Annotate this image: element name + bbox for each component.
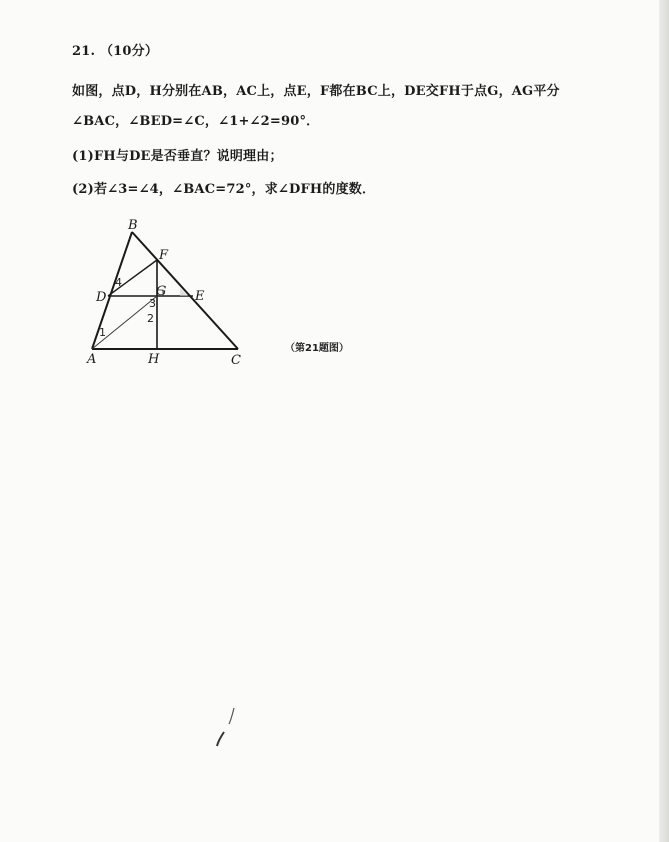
geometry-figure	[80, 215, 260, 375]
label-point-h: H	[148, 352, 160, 367]
segment-bc	[132, 232, 238, 349]
label-point-c: C	[231, 353, 241, 368]
question-stem-line-1: 如图，点D，H分别在AB，AC上，点E，F都在BC上，DE交FH于点G，AG平分	[72, 84, 560, 99]
page-edge-shadow	[659, 0, 669, 842]
label-point-e: E	[195, 289, 205, 304]
question-stem-line-2: ∠BAC，∠BED=∠C，∠1+∠2=90°．	[72, 114, 320, 129]
label-angle-3: 3	[149, 297, 156, 310]
question-part-2	[72, 178, 375, 197]
label-angle-1: 1	[99, 326, 106, 339]
label-point-d: D	[96, 290, 107, 305]
label-point-a: A	[87, 352, 97, 367]
label-angle-2: 2	[147, 312, 154, 325]
label-angle-4: 4	[115, 276, 122, 289]
figure-caption: （第21题图）	[285, 343, 349, 354]
triangle-diagram	[80, 215, 260, 375]
part-1-label: (1)	[72, 149, 94, 164]
label-point-f: F	[159, 248, 169, 263]
part-2-text: 若∠3=∠4，∠BAC=72°，求∠DFH的度数．	[93, 182, 376, 197]
part-2-label: (2)	[72, 182, 94, 197]
question-part-1	[72, 145, 283, 164]
label-point-g: G	[156, 284, 167, 299]
question-number: 21. （10分）	[72, 44, 159, 59]
label-point-b: B	[128, 218, 138, 233]
part-1-text: FH与DE是否垂直？说明理由；	[93, 149, 283, 164]
stray-pen-mark	[210, 700, 250, 760]
